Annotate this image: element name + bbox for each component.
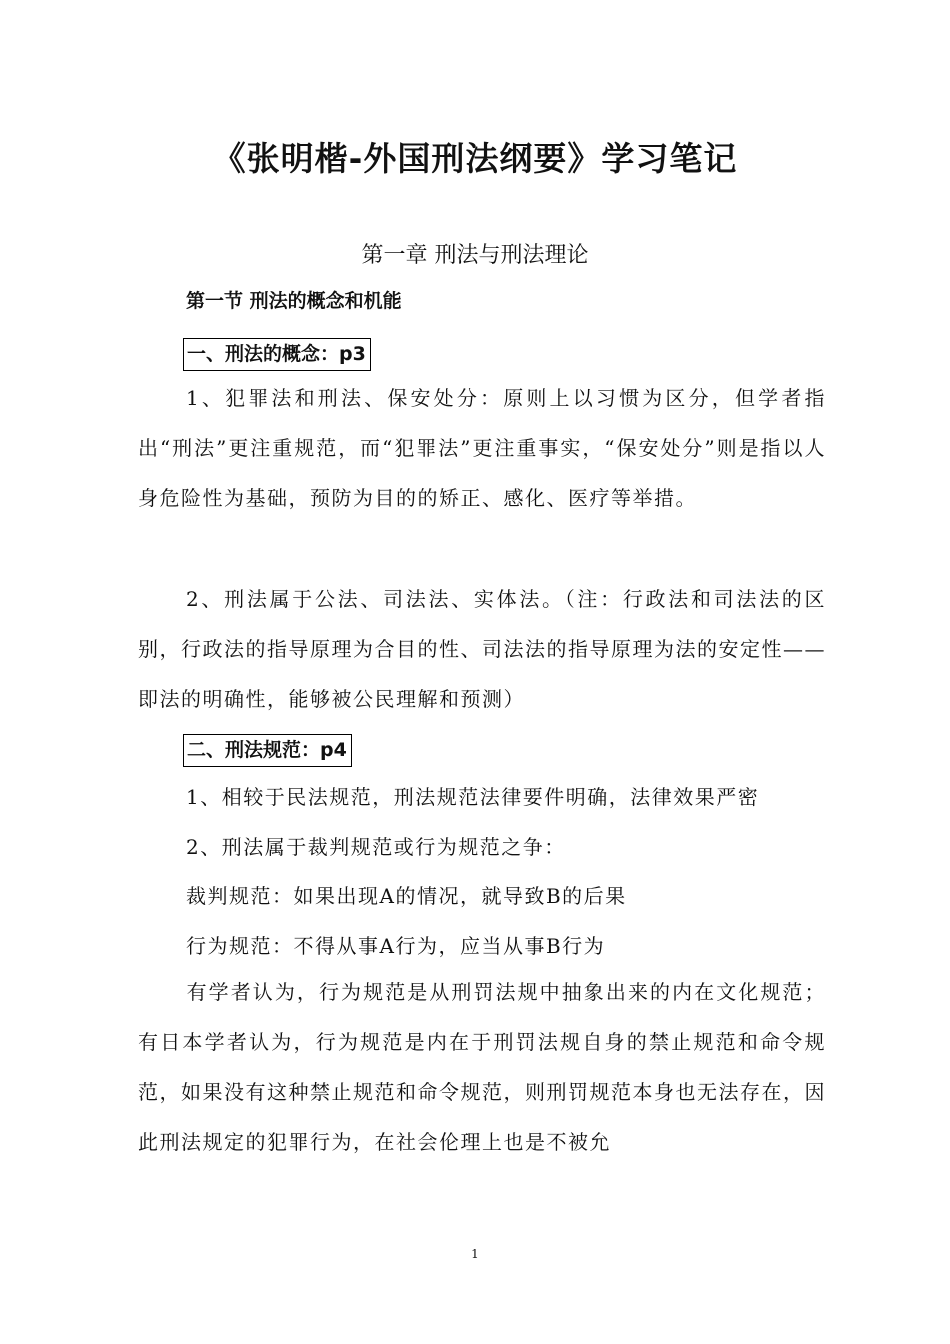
- paragraph-scholar-views: [138, 967, 826, 1167]
- page-number: 1: [471, 1247, 479, 1261]
- subsection-heading-concept: 一、刑法的概念：p3: [183, 338, 371, 371]
- paragraph-text: 有学者认为，行为规范是从刑罚法规中抽象出来的内在文化规范；有日本学者认为，行为规范是内在于刑罚法规自身的禁止规范和命令规范，如果没有这种禁止规范和命令规范，则刑罚规范本身也无法存在，因此刑法规定的犯罪行为，在社会伦理上也是不被允: [138, 980, 826, 1154]
- paragraph-public-law: [138, 574, 826, 724]
- paragraph-text: 1、犯罪法和刑法、保安处分：原则上以习惯为区分，但学者指出“刑法”更注重规范，而“犯罪法”更注重事实，“保安处分”则是指以人身危险性为基础，预防为目的的矫正、感化、医疗等举措。: [138, 386, 826, 510]
- conduct-norm-definition: 行为规范：不得从事A行为，应当从事B行为: [186, 934, 606, 958]
- list-item-norm-comparison: 1、相较于民法规范，刑法规范法律要件明确，法律效果严密: [186, 785, 760, 809]
- chapter-heading: 第一章 刑法与刑法理论: [361, 243, 589, 268]
- judgment-norm-definition: 裁判规范：如果出现A的情况，就导致B的后果: [186, 884, 627, 908]
- paragraph-criminal-law-terms: [138, 373, 826, 523]
- document-title: 《张明楷-外国刑法纲要》学习笔记: [212, 139, 738, 178]
- paragraph-text: 2、刑法属于公法、司法法、实体法。（注：行政法和司法法的区别，行政法的指导原理为合目的性、司法法的指导原理为法的安定性——即法的明确性，能够被公民理解和预测）: [138, 587, 826, 711]
- section-heading: 第一节 刑法的概念和机能: [186, 290, 402, 312]
- list-item-norm-dispute: 2、刑法属于裁判规范或行为规范之争：: [186, 835, 566, 859]
- subsection-heading-norms: 二、刑法规范：p4: [183, 734, 352, 767]
